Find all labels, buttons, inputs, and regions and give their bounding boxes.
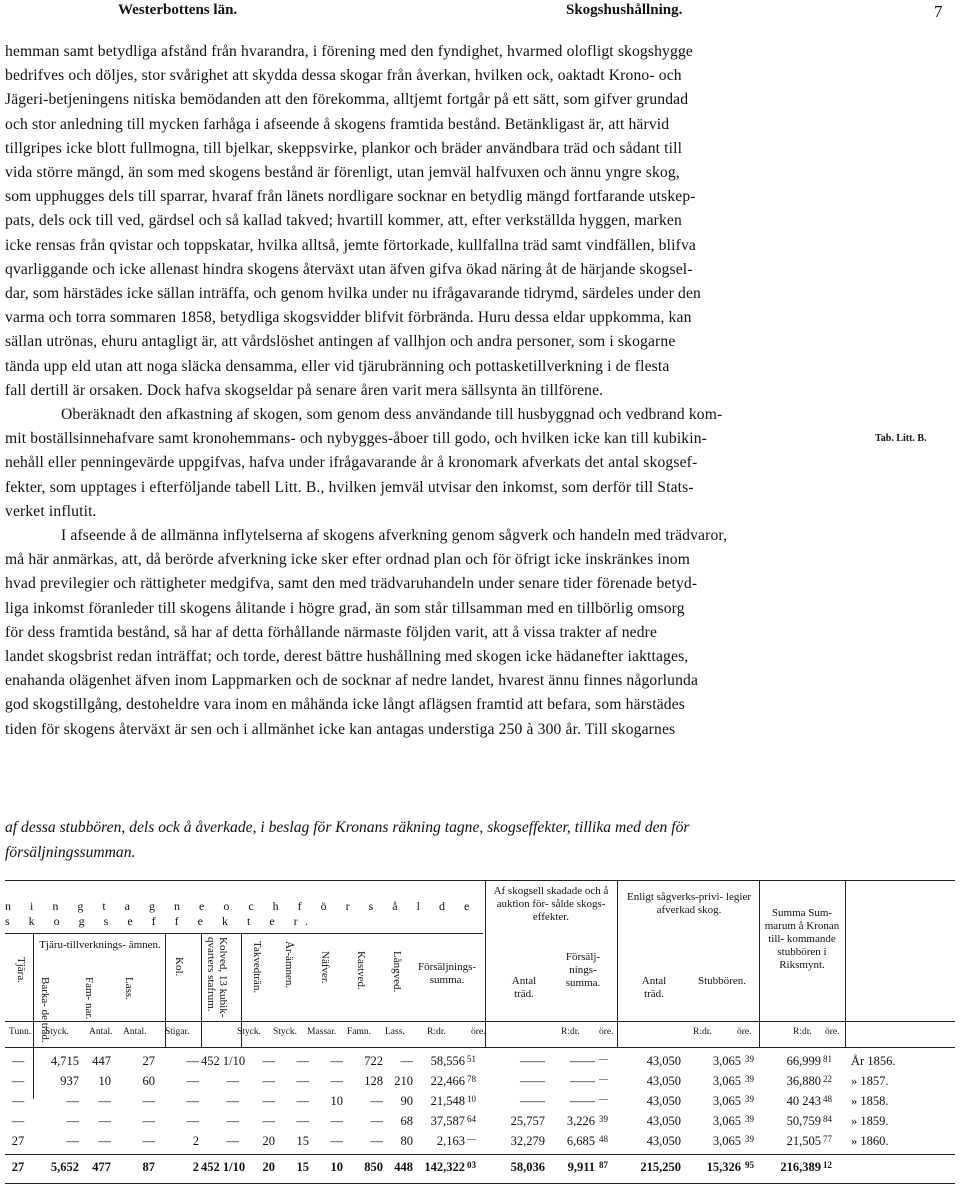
unit-label: öre. xyxy=(825,1027,840,1037)
cell-takved: — xyxy=(262,1094,275,1108)
cell-nafver: 10 xyxy=(330,1094,343,1108)
table-row xyxy=(5,1054,955,1074)
cell-arämnen: 15 xyxy=(296,1160,309,1174)
cell-arämnen: — xyxy=(296,1054,309,1068)
table-row xyxy=(5,1160,955,1180)
cell-sale_rd: 22,466 xyxy=(430,1074,465,1088)
unit-label: R:dr. xyxy=(793,1027,812,1037)
header-langved: Långved. xyxy=(391,951,403,993)
cell-lass: — xyxy=(142,1114,155,1128)
cell-nafver: — xyxy=(330,1054,343,1068)
table-body xyxy=(5,1048,955,1155)
cell-year: » 1858. xyxy=(851,1094,889,1108)
cell-stub_ore: 39 xyxy=(745,1054,754,1064)
header-barkade: Barka- de träd. xyxy=(39,977,51,1043)
body-text xyxy=(5,40,950,742)
cell-sum_rd: 66,999 xyxy=(786,1054,821,1068)
cell-famnar: — xyxy=(98,1094,111,1108)
text-line: må här anmärkas, att, då berörde afverkning icke sker efter ordnad plan och för öfrigt icke inskränkes inom xyxy=(5,551,691,569)
cell-nafver: — xyxy=(330,1074,343,1088)
cell-tjara: 27 xyxy=(11,1134,25,1148)
cell-famnar: 10 xyxy=(98,1074,111,1088)
text-line: vida större mängd, än som med skogens bestånd är förenligt, utan jemväl halfvuxen och ännu yngre skog, xyxy=(5,164,680,182)
unit-label: R:dr. xyxy=(693,1027,712,1037)
cell-langved: 90 xyxy=(400,1094,413,1108)
cell-salj_ore: — xyxy=(599,1054,608,1064)
cell-antal2: 43,050 xyxy=(646,1094,681,1108)
cell-antal1: —— xyxy=(520,1074,545,1088)
unit-label: öre. xyxy=(599,1027,614,1037)
cell-kastved: 128 xyxy=(364,1074,383,1088)
cell-famnar: 447 xyxy=(92,1054,111,1068)
cell-antal1: 58,036 xyxy=(510,1160,545,1174)
cell-stub_ore: 39 xyxy=(745,1114,754,1124)
cell-takved: 20 xyxy=(262,1134,275,1148)
text-line: pats, dels ock till ved, gärdsel och så kallad takved; hvartill kommer, att, efter verkställda hyggen, marken xyxy=(5,212,682,230)
cell-barkade: 5,652 xyxy=(50,1160,79,1174)
cell-kastved: — xyxy=(370,1134,383,1148)
group-auction: Af skogsell skadade och å auktion för- sålde skogs-effekter. xyxy=(493,885,609,923)
cell-antal2: 43,050 xyxy=(646,1114,681,1128)
text-line: sällan utrönas, ehuru antagligt är, att vårdslöshet antingen af vallhjon och andra personer, som i skogarne xyxy=(5,333,676,351)
table-intro-line-2: försäljningssumman. xyxy=(5,844,136,861)
cell-sum_rd: 50,759 xyxy=(786,1114,821,1128)
cell-sum_ore: 48 xyxy=(823,1094,832,1104)
cell-tjara: — xyxy=(11,1094,25,1108)
unit-label: R:dr. xyxy=(561,1027,580,1037)
text-line: hemman samt betydliga afstånd från hvarandra, i förening med den fyndighet, hvarmed olofligt skogshygge xyxy=(5,43,693,60)
cell-lass: 60 xyxy=(142,1074,155,1088)
cell-salj_ore: 48 xyxy=(599,1134,608,1144)
header-antal-trad-2: Antal träd. xyxy=(641,975,667,1000)
cell-stub_rd: 3,065 xyxy=(712,1134,741,1148)
cell-salj_ore: 87 xyxy=(599,1160,608,1170)
cell-kolved: — xyxy=(226,1074,239,1088)
header-kol: Kol. xyxy=(173,957,185,977)
cell-kolved: — xyxy=(226,1134,239,1148)
text-line: Jägeri-betjeningens nitiska bemödanden att den förekomma, alltjemt fortgår på ett sätt, som gifver grundad xyxy=(5,91,689,109)
cell-arämnen: — xyxy=(296,1074,309,1088)
cell-stub_rd: 3,065 xyxy=(712,1094,741,1108)
text-line: dar, som härstädes icke sällan inträffa, och genom hvilka under nu ifrågavarande tidrymd, särdeles under den xyxy=(5,285,701,303)
table-row xyxy=(5,1134,955,1154)
cell-famnar: — xyxy=(98,1114,111,1128)
cell-sale_rd: 37,587 xyxy=(430,1114,465,1128)
cell-kastved: — xyxy=(370,1114,383,1128)
text-line: nehåll eller penningevärde uppgifvas, hafva under ifrågavarande år å kronomark afverkats det antal skogsef- xyxy=(5,454,698,472)
cell-takved: — xyxy=(262,1074,275,1088)
cell-sale_ore: 03 xyxy=(467,1160,476,1170)
table-sum-row xyxy=(5,1155,955,1184)
text-line: Oberäknadt den afkastning af skogen, som genom dess användande till husbyggnad och vedbrand kom- xyxy=(61,406,723,424)
page-number: 7 xyxy=(934,2,943,21)
table-intro xyxy=(5,815,935,865)
cell-kol: 2 xyxy=(192,1134,199,1148)
cell-nafver: — xyxy=(330,1134,343,1148)
cell-arämnen: — xyxy=(296,1114,309,1128)
running-head xyxy=(0,2,960,24)
cell-antal1: 32,279 xyxy=(510,1134,545,1148)
cell-antal2: 43,050 xyxy=(646,1054,681,1068)
header-salesum: Försäljnings- summa. xyxy=(417,961,477,986)
cell-stub_rd: 15,326 xyxy=(706,1160,741,1174)
cell-stub_ore: 39 xyxy=(745,1074,754,1084)
text-line: enahanda olägenhet äfven inom Lappmarken och de socknar af nedre landet, hvarest ännu finnes någorlunda xyxy=(5,672,699,690)
unit-label: Stigar. xyxy=(165,1027,190,1037)
header-tjara: Tjära. xyxy=(15,957,27,983)
text-line: icke rensas från qvistar och toppskatar, hvilka alltså, jemte förtorkade, kullfallna träd samt vindfällen, blifva xyxy=(5,236,696,254)
cell-year: År 1856. xyxy=(851,1054,896,1068)
running-head-left: Westerbottens län. xyxy=(118,2,238,18)
cell-stub_rd: 3,065 xyxy=(712,1074,741,1088)
cell-kolved: — xyxy=(226,1114,239,1128)
cell-sum_rd: 21,505 xyxy=(786,1134,821,1148)
cell-langved: 80 xyxy=(400,1134,413,1148)
text-line: god skogstillgång, destoheldre vara inom en måhända icke långt aflägsen framtid att befara, som härstädes xyxy=(5,696,685,714)
cell-sum_ore: 81 xyxy=(823,1054,832,1064)
group-sawmill: Enligt sågverks-privi- legier afverkad skog. xyxy=(626,891,752,916)
unit-label: Tunn. xyxy=(9,1027,32,1037)
cell-salj_ore: — xyxy=(599,1094,608,1104)
cell-stub_rd: 3,065 xyxy=(712,1114,741,1128)
paragraph-3 xyxy=(5,524,950,742)
text-line: landet skogsbrist redan inträffat; och torde, derest bättre hushållning med skogen icke hädanefter iakttages, xyxy=(5,648,689,666)
cell-stub_ore: 39 xyxy=(745,1134,754,1144)
cell-salj_ore: — xyxy=(599,1074,608,1084)
cell-barkade: — xyxy=(66,1134,79,1148)
paragraph-2 xyxy=(5,403,950,524)
unit-label: Styck. xyxy=(273,1027,298,1037)
header-kastved: Kastved. xyxy=(355,951,367,990)
cell-antal1: 25,757 xyxy=(510,1114,545,1128)
cell-antal1: —— xyxy=(520,1054,545,1068)
cell-sum_rd: 40 243 xyxy=(786,1094,821,1108)
text-line: mit boställsinnehafvare samt kronohemmans- och nybygges-åboer till godo, och hvilken icke kan till kubikin- xyxy=(5,430,708,448)
text-line: fekter, som upptages i efterföljande tabell Litt. B., hvilken jemväl utvisar den inkomst, som derför till Stats- xyxy=(5,478,694,496)
header-takved: Takvedträn. xyxy=(251,941,263,994)
cell-year: » 1860. xyxy=(851,1134,889,1148)
header-lass: Lass. xyxy=(123,977,135,1000)
cell-kol: 2 xyxy=(192,1160,199,1174)
side-note: Tab. Litt. B. xyxy=(875,433,927,444)
cell-sale_rd: 58,556 xyxy=(430,1054,465,1068)
header-antal-trad-1: Antal träd. xyxy=(511,975,537,1000)
cell-antal1: —— xyxy=(520,1094,545,1108)
text-line: I afseende å de allmänna inflytelserna af skogens afverkning genom sågverk och handeln med trädvaror, xyxy=(61,527,728,545)
text-line: varma och torra sommaren 1858, betydliga skogsvidder blifvit förbrända. Huru dessa eldar uppkomma, kan xyxy=(5,309,692,327)
cell-takved: — xyxy=(262,1114,275,1128)
unit-label: Famn. xyxy=(347,1027,372,1037)
cell-stub_ore: 39 xyxy=(745,1094,754,1104)
cell-kolved: 452 1/10 xyxy=(201,1054,246,1068)
cell-barkade: 4,715 xyxy=(50,1054,79,1068)
table-header xyxy=(5,881,955,1048)
table-row xyxy=(5,1114,955,1134)
text-line: verket influtit. xyxy=(5,502,97,520)
cell-sale_rd: 21,548 xyxy=(430,1094,465,1108)
cell-sale_rd: 142,322 xyxy=(424,1160,465,1174)
cell-year: » 1859. xyxy=(851,1114,889,1128)
cell-barkade: — xyxy=(66,1094,79,1108)
text-line: fall dertill är orsaken. Dock hafva skogseldar på senare åren varit mera sällsynta än tillförene. xyxy=(5,381,604,399)
table-span-title: n i n g t a g n e o c h f ö r s å l d e s k o g s e f f e k t e r. xyxy=(5,899,478,928)
cell-lass: 27 xyxy=(142,1054,155,1068)
cell-antal2: 215,250 xyxy=(640,1160,681,1174)
cell-lass: 87 xyxy=(142,1160,155,1174)
cell-sum_ore: 22 xyxy=(823,1074,832,1084)
cell-takved: — xyxy=(262,1054,275,1068)
text-line: tända upp eld utan att noga släcka densamma, eller vid tjärubränning och pottasketillverkning i de flesta xyxy=(5,357,670,375)
paragraph-1 xyxy=(5,40,950,403)
cell-kastved: 850 xyxy=(364,1160,383,1174)
cell-salj_rd: —— xyxy=(570,1094,595,1108)
text-line: tiden för skogens återväxt är sen och i allmänhet icke kan antagas understiga 250 à 300 år. Till skogarnes xyxy=(5,720,676,738)
table-litt-b xyxy=(5,880,955,1184)
cell-lass: — xyxy=(142,1134,155,1148)
cell-kol: — xyxy=(186,1114,199,1128)
cell-salj_ore: 39 xyxy=(599,1114,608,1124)
unit-label: Antal. xyxy=(89,1027,113,1037)
header-kolved: Kolved, 13 kubik- qvarters stafrum. xyxy=(205,937,229,1018)
cell-salj_rd: 6,685 xyxy=(566,1134,595,1148)
cell-barkade: 937 xyxy=(60,1074,79,1088)
cell-sale_ore: 10 xyxy=(467,1094,476,1104)
unit-label: Lass. xyxy=(385,1027,405,1037)
cell-year: » 1857. xyxy=(851,1074,889,1088)
cell-kolved: — xyxy=(226,1094,239,1108)
table-row xyxy=(5,1074,955,1094)
running-head-center: Skogshushållning. xyxy=(566,2,683,18)
cell-tjara: — xyxy=(11,1114,25,1128)
cell-kolved: 452 1/10 xyxy=(201,1160,246,1174)
text-line: liga inkomst föranleder till skogens ålitande i högre grad, än som står tillsamman med en tillbörlig omsorg xyxy=(5,599,685,617)
cell-salj_rd: —— xyxy=(570,1054,595,1068)
cell-lass: — xyxy=(142,1094,155,1108)
cell-famnar: 477 xyxy=(92,1160,111,1174)
cell-antal2: 43,050 xyxy=(646,1074,681,1088)
text-line: tillgripes icke blott fullmogna, till bjelkar, skeppsvirke, plankor och bräder användbara träd och sådant till xyxy=(5,139,683,157)
cell-barkade: — xyxy=(66,1114,79,1128)
cell-antal2: 43,050 xyxy=(646,1134,681,1148)
unit-label: öre. xyxy=(737,1027,752,1037)
cell-tjara: — xyxy=(11,1054,25,1068)
cell-sum_ore: 84 xyxy=(823,1114,832,1124)
cell-nafver: 10 xyxy=(330,1160,343,1174)
cell-sum_ore: 12 xyxy=(823,1160,832,1170)
cell-takved: 20 xyxy=(262,1160,275,1174)
cell-langved: 210 xyxy=(394,1074,413,1088)
cell-arämnen: 15 xyxy=(296,1134,309,1148)
cell-sum_rd: 36,880 xyxy=(786,1074,821,1088)
text-line: för dess framtida bestånd, så har af detta förhållande närmaste följden varit, att å vissa trakter af nedre xyxy=(5,623,658,641)
header-stubboren: Stubbören. xyxy=(698,975,746,987)
cell-stub_ore: 95 xyxy=(745,1160,754,1170)
unit-label: Antal. xyxy=(123,1027,147,1037)
header-salj-summa: Försälj- nings- summa. xyxy=(565,951,601,989)
cell-sum_ore: 77 xyxy=(823,1134,832,1144)
cell-kastved: 722 xyxy=(364,1054,383,1068)
cell-sale_ore: 51 xyxy=(467,1054,476,1064)
text-line: som upphugges dels till sparrar, hvaraf från länets nordligare socknar en betydlig mängd fortfarande utskep- xyxy=(5,188,696,206)
table-row xyxy=(5,1094,955,1114)
cell-salj_rd: 9,911 xyxy=(567,1160,595,1174)
unit-label: öre. xyxy=(471,1027,486,1037)
text-line: och stor anledning till mycken farhåga i afseende å skogens framtida bestånd. Betänkligast är, att härvid xyxy=(5,115,670,133)
cell-langved: 448 xyxy=(394,1160,413,1174)
cell-kastved: — xyxy=(370,1094,383,1108)
cell-arämnen: — xyxy=(296,1094,309,1108)
cell-sale_ore: 64 xyxy=(467,1114,476,1124)
cell-sum_rd: 216,389 xyxy=(780,1160,821,1174)
text-line: qvarliggande och icke allenast hindra skogens återväxt utan äfven gifva ökad näring åt de härjande skogsel- xyxy=(5,260,693,278)
cell-tjara: — xyxy=(11,1074,25,1088)
cell-langved: — xyxy=(400,1054,413,1068)
cell-sale_ore: — xyxy=(467,1134,476,1144)
cell-kol: — xyxy=(186,1094,199,1108)
unit-label: Massar. xyxy=(307,1027,337,1037)
text-line: bedrifves och döljes, stor svårighet att skydda dessa skogar från åverkan, hvilken ock, oaktadt Krono- och xyxy=(5,67,682,85)
header-arämnen: År-ämnen. xyxy=(283,941,295,989)
cell-langved: 68 xyxy=(400,1114,413,1128)
table-intro-line-1: af dessa stubbören, dels ock å åverkade, i beslag för Kronans räkning tagne, skogseffekter, tillika med den för xyxy=(5,819,690,836)
unit-label: Styck. xyxy=(237,1027,262,1037)
header-nafver: Näfver. xyxy=(319,951,331,984)
unit-label: R:dr. xyxy=(427,1027,446,1037)
text-line: hvad previlegier och rättigheter medgifva, samt den med trädvaruhandeln under senare tider förenade betyd- xyxy=(5,575,698,593)
cell-kol: — xyxy=(186,1074,199,1088)
header-famnar: Fam- nar. xyxy=(83,977,95,1020)
cell-stub_rd: 3,065 xyxy=(712,1054,741,1068)
cell-famnar: — xyxy=(98,1134,111,1148)
cell-nafver: — xyxy=(330,1114,343,1128)
cell-sale_rd: 2,163 xyxy=(436,1134,465,1148)
group-total: Summa Sum- marum å Kronan till- kommande stubbören i Riksmynt. xyxy=(764,907,840,971)
cell-kol: — xyxy=(186,1054,199,1068)
group-tar: Tjäru-tillverknings- ämnen. xyxy=(39,939,161,951)
cell-tjara: 27 xyxy=(11,1160,25,1174)
cell-salj_rd: 3,226 xyxy=(566,1114,595,1128)
cell-salj_rd: —— xyxy=(570,1074,595,1088)
unit-label: Styck. xyxy=(45,1027,70,1037)
cell-sale_ore: 78 xyxy=(467,1074,476,1084)
